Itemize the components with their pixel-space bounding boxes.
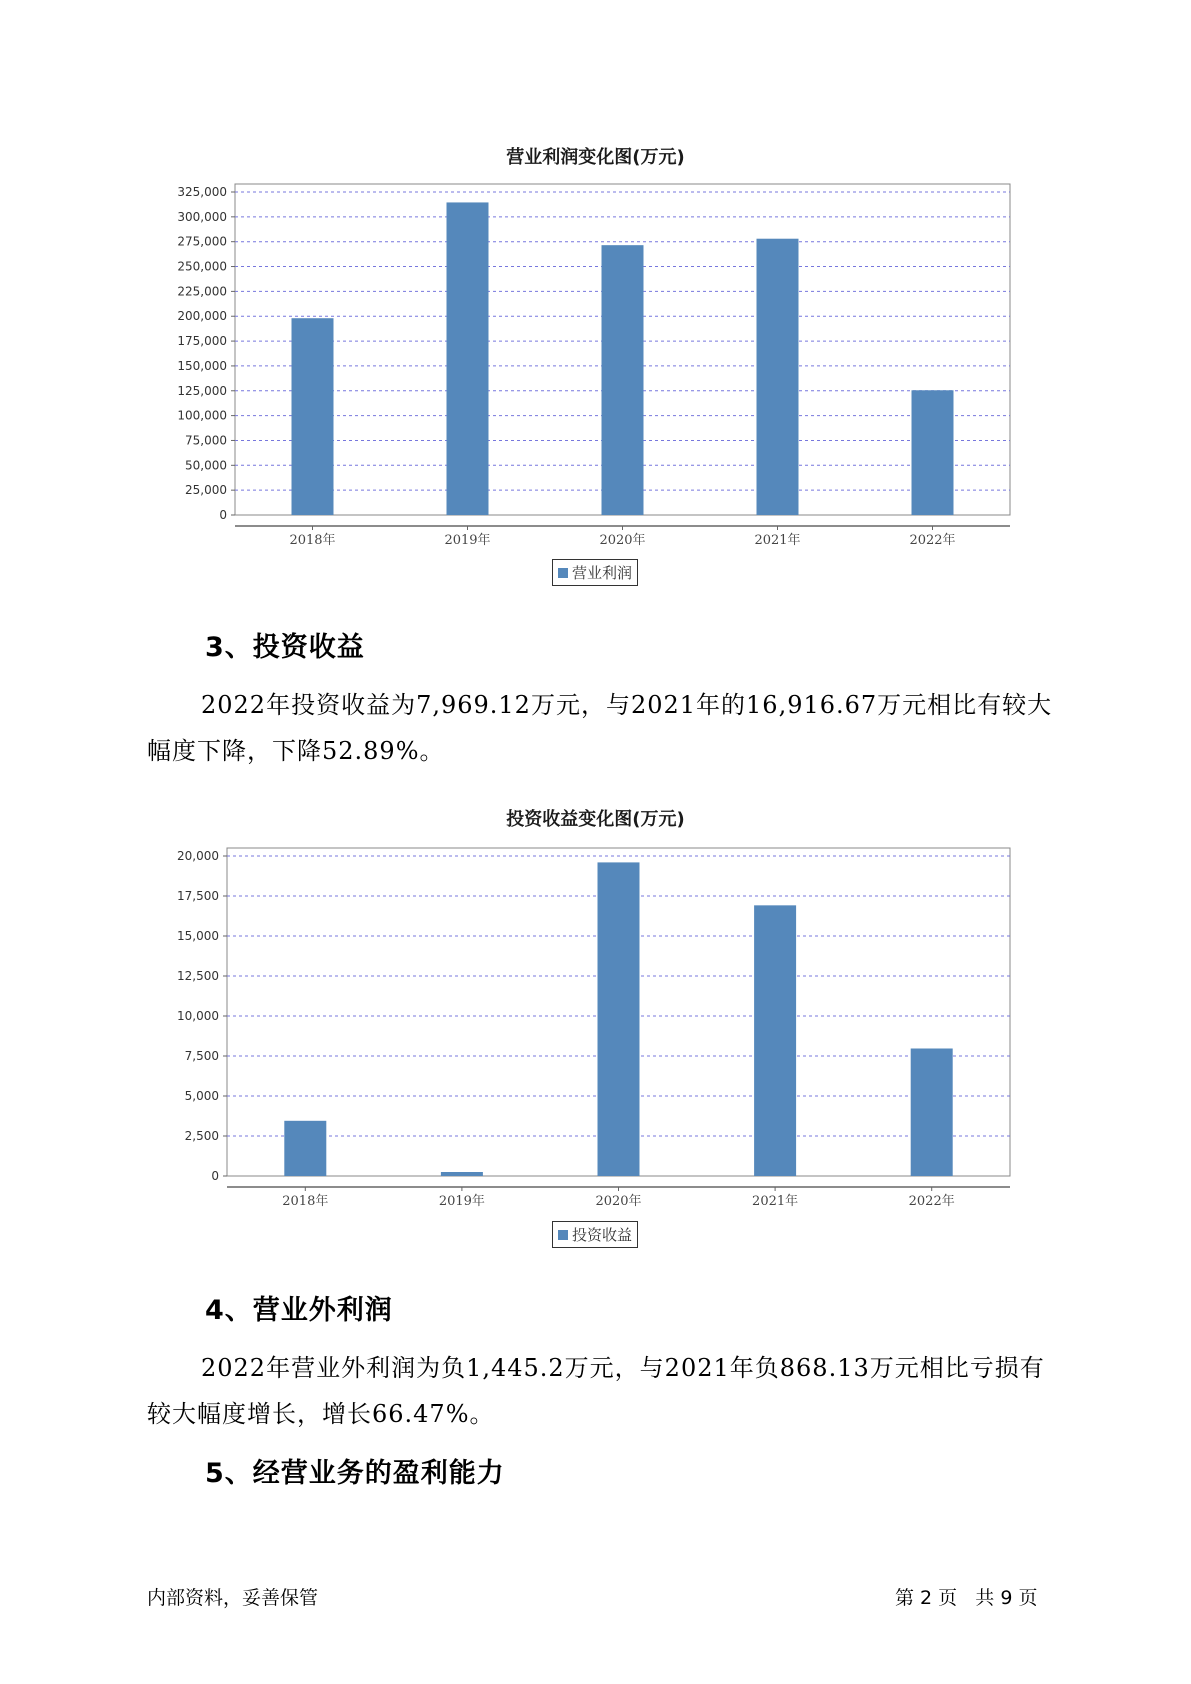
- x-tick-label: 2022年: [909, 533, 956, 548]
- bar: [292, 318, 334, 515]
- bar: [757, 239, 799, 515]
- section-text-investment-income: 2022年投资收益为7,969.12万元，与2021年的16,916.67万元相比有较大幅度下降，下降52.89%。: [147, 691, 1053, 765]
- y-tick-label: 150,000: [177, 358, 227, 373]
- bar: [911, 1048, 953, 1176]
- y-tick-label: 325,000: [177, 185, 227, 199]
- x-tick-label: 2018年: [289, 533, 336, 548]
- y-tick-label: 75,000: [185, 433, 227, 448]
- y-tick-label: 225,000: [177, 284, 227, 299]
- bar: [912, 390, 954, 515]
- y-tick-label: 7,500: [184, 1049, 219, 1063]
- bar: [441, 1172, 483, 1176]
- x-tick-label: 2021年: [752, 1194, 799, 1209]
- y-tick-label: 50,000: [185, 458, 227, 473]
- y-tick-label: 175,000: [177, 334, 227, 349]
- y-tick-label: 275,000: [177, 234, 227, 249]
- y-tick-label: 5,000: [184, 1089, 219, 1103]
- x-tick-label: 2019年: [444, 533, 491, 548]
- x-tick-label: 2019年: [438, 1194, 485, 1209]
- y-tick-label: 25,000: [185, 483, 227, 498]
- section-text-non-operating-profit: 2022年营业外利润为负1,445.2万元，与2021年负868.13万元相比亏损有较大幅度增长，增长66.47%。: [147, 1354, 1045, 1428]
- chart1-title: 营业利润变化图(万元): [506, 147, 685, 168]
- x-tick-label: 2022年: [908, 1194, 955, 1209]
- chart1-legend: [552, 559, 638, 586]
- x-tick-label: 2020年: [595, 1194, 642, 1209]
- chart2-legend: [552, 1221, 638, 1248]
- investment-income-chart: [0, 835, 1191, 1215]
- y-tick-label: 10,000: [177, 1009, 219, 1023]
- bar: [447, 202, 489, 515]
- legend-label: 营业利润: [572, 564, 633, 582]
- bar: [602, 245, 644, 515]
- legend-swatch: [558, 1230, 568, 1240]
- footer-confidential: 内部资料，妥善保管: [147, 1587, 319, 1609]
- legend-label: 投资收益: [572, 1226, 633, 1244]
- operating-profit-chart: [0, 170, 1191, 550]
- legend-swatch: [558, 568, 568, 578]
- footer-page-number: 第 2 页 共 9 页: [895, 1587, 1038, 1609]
- y-tick-label: 2,500: [184, 1129, 219, 1143]
- x-tick-label: 2020年: [599, 533, 646, 548]
- bar: [284, 1121, 326, 1176]
- y-tick-label: 100,000: [177, 408, 227, 423]
- section-heading-business-profitability: 5、经营业务的盈利能力: [205, 1458, 505, 1489]
- y-tick-label: 20,000: [177, 849, 219, 863]
- y-tick-label: 300,000: [177, 209, 227, 224]
- bar: [754, 905, 796, 1176]
- y-tick-label: 15,000: [177, 929, 219, 943]
- y-tick-label: 12,500: [177, 969, 219, 983]
- y-tick-label: 0: [211, 1169, 219, 1183]
- y-tick-label: 250,000: [177, 259, 227, 274]
- chart2-title: 投资收益变化图(万元): [506, 809, 685, 830]
- section-heading-investment-income: 3、投资收益: [205, 632, 365, 663]
- y-tick-label: 200,000: [177, 309, 227, 324]
- y-tick-label: 17,500: [177, 889, 219, 903]
- y-tick-label: 0: [219, 508, 227, 522]
- x-tick-label: 2018年: [282, 1194, 329, 1209]
- x-tick-label: 2021年: [754, 533, 801, 548]
- y-tick-label: 125,000: [177, 383, 227, 398]
- bar: [598, 862, 640, 1176]
- section-heading-non-operating-profit: 4、营业外利润: [205, 1295, 393, 1326]
